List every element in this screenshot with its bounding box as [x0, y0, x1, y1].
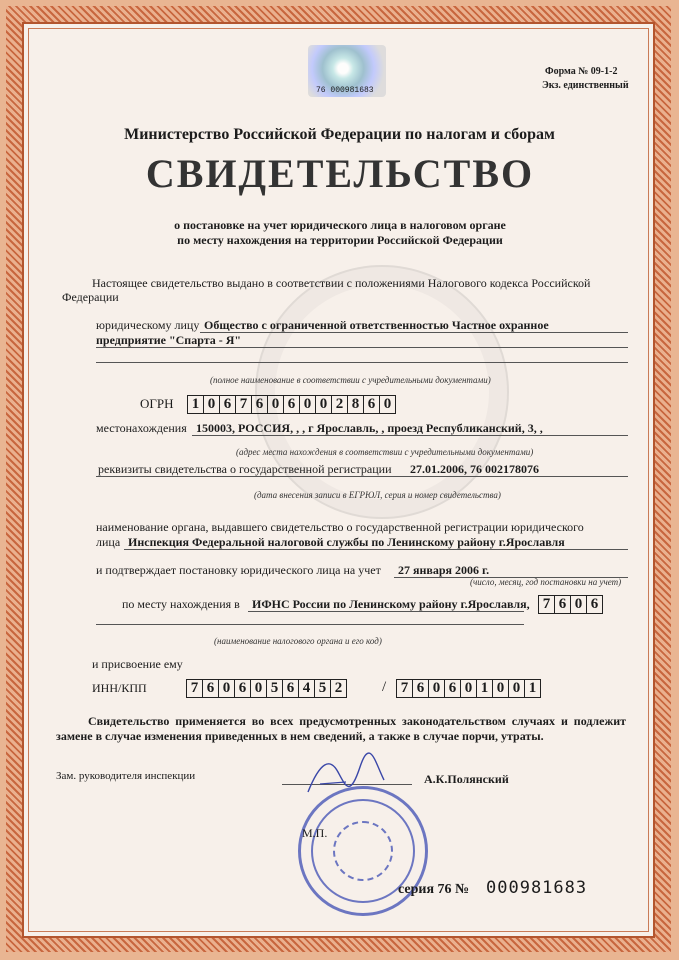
inn-digit-cell: 0	[251, 680, 267, 697]
mp-mark: М.П.	[302, 826, 328, 840]
registration-caption: (дата внесения записи в ЕГРЮЛ, серия и номер свидетельства)	[254, 490, 501, 500]
ogrn-digit-cell: 0	[268, 396, 284, 413]
ogrn-digit-cell: 0	[316, 396, 332, 413]
kpp-digits	[396, 679, 541, 698]
series-label: серия 76 №	[398, 882, 470, 897]
subtitle-line-2: по месту нахождения на территории Российской Федерации	[177, 233, 503, 247]
tax-office-label: по месту нахождения в	[122, 597, 240, 611]
location-caption: (адрес места нахождения в соответствии с учредительными документами)	[236, 447, 534, 457]
inn-digit-cell: 6	[203, 680, 219, 697]
inn-kpp-separator: /	[382, 679, 387, 695]
entity-label: юридическому лицу	[96, 318, 200, 332]
copy-note: Экз. единственный	[542, 80, 629, 91]
kpp-digit-cell: 0	[509, 680, 525, 697]
ogrn-digit-cell: 8	[348, 396, 364, 413]
ogrn-digit-cell: 0	[300, 396, 316, 413]
entity-name-line-2: предприятие "Спарта - Я"	[96, 333, 242, 347]
tax-office-code	[538, 595, 603, 614]
tax-office-value: ИФНС России по Ленинскому району г.Ярославля,	[252, 597, 530, 611]
inn-digit-cell: 7	[187, 680, 203, 697]
tax-office-underline-2	[96, 624, 524, 625]
kpp-digit-cell: 0	[429, 680, 445, 697]
tax-code-digit-cell: 6	[555, 596, 571, 613]
inn-digit-cell: 0	[219, 680, 235, 697]
inn-digit-cell: 5	[267, 680, 283, 697]
entity-caption: (полное наименование в соответствии с учредительными документами)	[210, 375, 491, 385]
kpp-digit-cell: 0	[493, 680, 509, 697]
inn-digits	[186, 679, 347, 698]
ogrn-digit-cell: 6	[364, 396, 380, 413]
ogrn-digit-cell: 6	[220, 396, 236, 413]
inn-digit-cell: 4	[299, 680, 315, 697]
ogrn-digit-cell: 2	[332, 396, 348, 413]
issuer-label-line-1: наименование органа, выдавшего свидетельство о государственной регистрации юридического	[96, 520, 584, 534]
ogrn-digits	[187, 395, 396, 414]
form-number: Форма № 09-1-2	[545, 66, 618, 77]
intro-text-line-1: Настоящее свидетельство выдано в соответствии с положениями Налогового кодекса Российской	[92, 276, 591, 290]
tax-office-caption: (наименование налогового органа и его код)	[214, 636, 382, 646]
confirm-date: 27 января 2006 г.	[398, 563, 490, 577]
legal-notice: Свидетельство применяется во всех предусмотренных законодательством случаях и подлежит замене в случае изменения приведенных в нем сведений, а также в случае порчи, утраты.	[56, 714, 626, 743]
ministry-name: Министерство Российской Федерации по налогам и сборам	[124, 126, 555, 143]
document-title: СВИДЕТЕЛЬСТВО	[145, 151, 535, 196]
tax-code-digit-cell: 7	[539, 596, 555, 613]
hologram-number: 76 000981683	[316, 86, 374, 95]
series-number: 000981683	[486, 878, 588, 898]
issuer-underline	[124, 549, 628, 550]
registration-value: 27.01.2006, 76 002178076	[410, 462, 539, 476]
assign-text: и присвоение ему	[92, 657, 183, 671]
entity-underline-1	[200, 332, 628, 333]
coat-of-arms-watermark	[255, 265, 509, 519]
tax-office-underline	[248, 611, 524, 612]
registration-label: реквизиты свидетельства о государственной регистрации	[98, 462, 392, 476]
confirm-label: и подтверждает постановку юридического лица на учет	[96, 563, 381, 577]
signer-position: Зам. руководителя инспекции	[56, 770, 196, 782]
inn-digit-cell: 2	[334, 680, 343, 696]
ogrn-label: ОГРН	[140, 396, 174, 411]
location-underline	[192, 435, 628, 436]
location-label: местонахождения	[96, 421, 187, 435]
kpp-digit-cell: 7	[397, 680, 413, 697]
issuer-label-line-2: лица	[96, 535, 121, 549]
kpp-digit-cell: 0	[461, 680, 477, 697]
tax-code-digit-cell: 0	[571, 596, 587, 613]
ogrn-digit-cell: 7	[236, 396, 252, 413]
issuer-value: Инспекция Федеральной налоговой службы по Ленинскому району г.Ярославля	[128, 535, 565, 549]
subtitle-line-1: о постановке на учет юридического лица в налоговом органе	[174, 218, 506, 232]
confirm-caption: (число, месяц, год постановки на учет)	[470, 577, 622, 587]
ogrn-digit-cell: 6	[284, 396, 300, 413]
ogrn-digit-cell: 1	[188, 396, 204, 413]
ogrn-digit-cell: 6	[252, 396, 268, 413]
intro-text-line-2: Федерации	[62, 290, 119, 304]
ogrn-digit-cell: 0	[204, 396, 220, 413]
location-value: 150003, РОССИЯ, , , г Ярославль, , проезд Республиканский, 3, ,	[196, 421, 543, 435]
signer-name: А.К.Полянский	[424, 772, 509, 786]
kpp-digit-cell: 6	[413, 680, 429, 697]
tax-code-digit-cell: 6	[590, 596, 599, 612]
ogrn-digit-cell: 0	[383, 396, 392, 412]
registration-underline	[96, 476, 628, 477]
kpp-digit-cell: 6	[445, 680, 461, 697]
entity-name-line-1: Общество с ограниченной ответственностью Частное охранное	[204, 318, 549, 332]
inn-digit-cell: 6	[235, 680, 251, 697]
kpp-digit-cell: 1	[477, 680, 493, 697]
entity-underline-2	[96, 347, 628, 348]
inn-digit-cell: 6	[283, 680, 299, 697]
inn-kpp-label: ИНН/КПП	[92, 681, 147, 695]
inn-digit-cell: 5	[315, 680, 331, 697]
kpp-digit-cell: 1	[528, 680, 537, 696]
entity-underline-3	[96, 362, 628, 363]
